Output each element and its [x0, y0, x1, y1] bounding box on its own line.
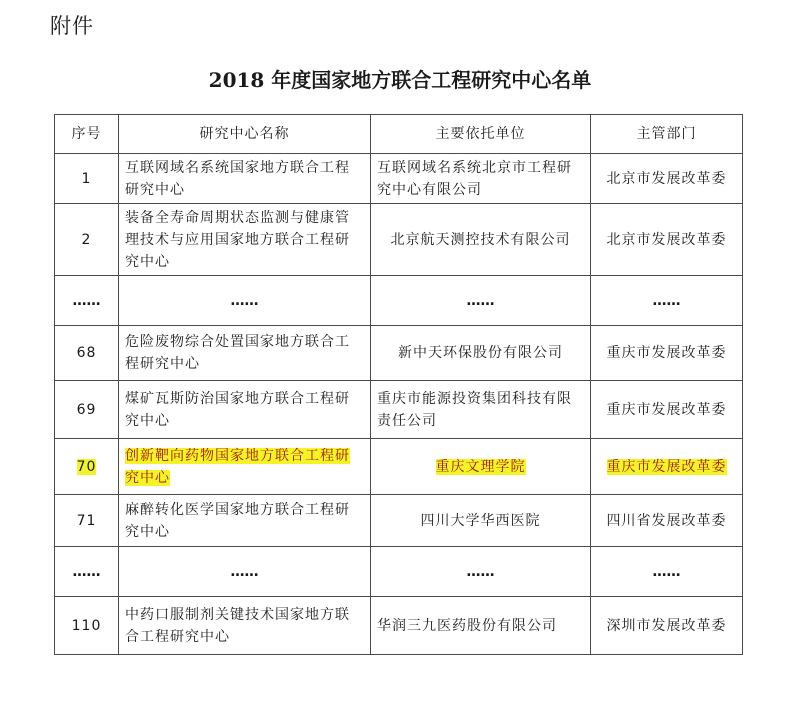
department: 重庆市发展改革委 [591, 326, 743, 381]
ellipsis: …… [55, 547, 119, 597]
table-row-ellipsis [55, 276, 743, 326]
department: 重庆市发展改革委 [591, 381, 743, 439]
department: 北京市发展改革委 [591, 204, 743, 276]
row-number: 69 [55, 381, 119, 439]
row-number: 71 [55, 495, 119, 547]
table-row [55, 495, 743, 547]
ellipsis: …… [119, 276, 371, 326]
table-row [55, 204, 743, 276]
col-header-host-unit: 主要依托单位 [371, 115, 591, 154]
highlighted-department: 重庆市发展改革委 [606, 458, 727, 475]
row-number: 68 [55, 326, 119, 381]
table-row-ellipsis [55, 547, 743, 597]
ellipsis: …… [119, 547, 371, 597]
department: 北京市发展改革委 [591, 154, 743, 204]
host-unit: 互联网域名系统北京市工程研究中心有限公司 [371, 154, 591, 204]
row-number: 2 [55, 204, 119, 276]
table-row [55, 597, 743, 655]
table-row [55, 154, 743, 204]
table-row-highlighted [55, 439, 743, 495]
ellipsis: …… [591, 276, 743, 326]
table-row [55, 326, 743, 381]
host-unit: 新中天环保股份有限公司 [371, 326, 591, 381]
ellipsis: …… [371, 276, 591, 326]
host-unit: 重庆市能源投资集团科技有限责任公司 [371, 381, 591, 439]
ellipsis: …… [55, 276, 119, 326]
center-list-table [54, 114, 743, 655]
center-name: 煤矿瓦斯防治国家地方联合工程研究中心 [119, 381, 371, 439]
department [591, 439, 743, 495]
ellipsis: …… [591, 547, 743, 597]
department: 四川省发展改革委 [591, 495, 743, 547]
attachment-label: 附件 [50, 14, 94, 38]
highlighted-host-unit: 重庆文理学院 [435, 458, 526, 475]
table-header-row [55, 115, 743, 154]
row-number: 1 [55, 154, 119, 204]
highlighted-center-name: 创新靶向药物国家地方联合工程研究中心 [125, 447, 350, 486]
center-name: 装备全寿命周期状态监测与健康管理技术与应用国家地方联合工程研究中心 [119, 204, 371, 276]
row-number: 110 [55, 597, 119, 655]
host-unit: 华润三九医药股份有限公司 [371, 597, 591, 655]
col-header-department: 主管部门 [591, 115, 743, 154]
center-name: 互联网域名系统国家地方联合工程研究中心 [119, 154, 371, 204]
center-name: 危险废物综合处置国家地方联合工程研究中心 [119, 326, 371, 381]
center-name [119, 439, 371, 495]
document-title: 2018 年度国家地方联合工程研究中心名单 [208, 68, 592, 92]
row-number [55, 439, 119, 495]
col-header-number: 序号 [55, 115, 119, 154]
table-row [55, 381, 743, 439]
host-unit: 北京航天测控技术有限公司 [371, 204, 591, 276]
col-header-center-name: 研究中心名称 [119, 115, 371, 154]
ellipsis: …… [371, 547, 591, 597]
department: 深圳市发展改革委 [591, 597, 743, 655]
host-unit [371, 439, 591, 495]
center-name: 中药口服制剂关键技术国家地方联合工程研究中心 [119, 597, 371, 655]
center-name: 麻醉转化医学国家地方联合工程研究中心 [119, 495, 371, 547]
host-unit: 四川大学华西医院 [371, 495, 591, 547]
highlighted-number: 70 [76, 458, 97, 475]
